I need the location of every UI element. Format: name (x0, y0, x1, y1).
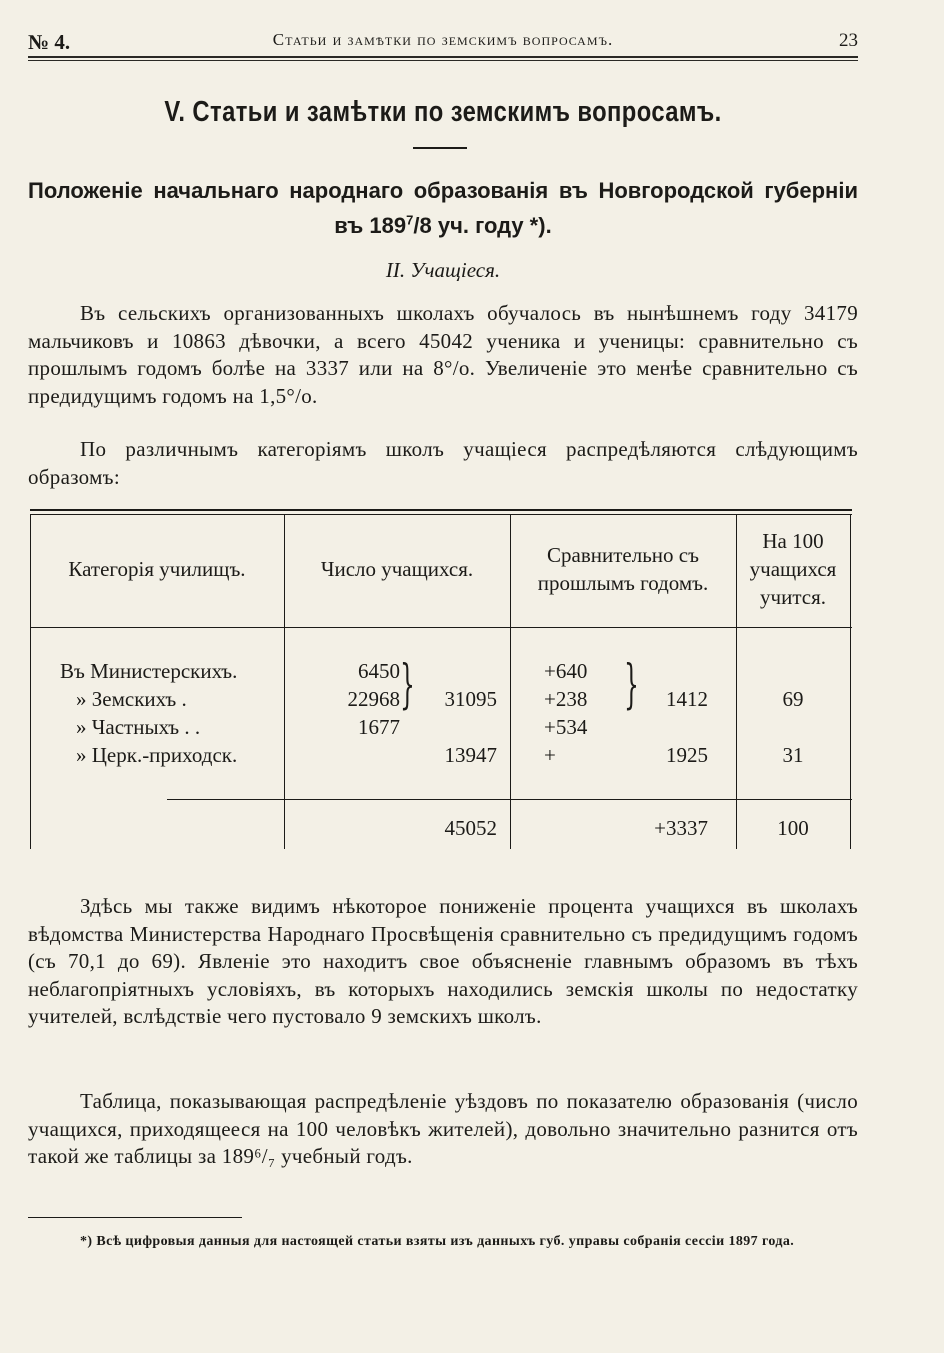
group-total: 31095 (444, 687, 497, 711)
subheading: II. Учащіеся. (385, 258, 501, 282)
header-per100-1: На 100 (762, 529, 824, 553)
paragraph-1: Въ сельскихъ организованныхъ школахъ обучалось въ нынѣшнемъ году 34179 мальчиковъ и 10863 дѣвочки, а всего 45042 ученика и ученицы: сравнительно съ прошлымъ годомъ болѣе на 3337 или на 8°/o. Увеличеніе это менѣе сравнительно съ предидущимъ годомъ на 1,5°/o. (28, 301, 858, 408)
header-compare-2: прошлымъ годомъ. (537, 571, 709, 595)
header-rule (28, 56, 858, 58)
paragraph-3: Здѣсь мы также видимъ нѣкоторое пониженіе процента учащихся въ школахъ вѣдомства Министерства Народнаго Просвѣщенія сравнительно съ предидущимъ годомъ (съ 70,1 до 69). Явленіе это находитъ свое объясненіе главнымъ образомъ въ тѣхъ неблагопріятныхъ условіяхъ, въ которыхъ находились земскія школы по недостатку учителей, вслѣдствіе чего пустовало 9 земскихъ школъ. (28, 894, 858, 1028)
row-diff: + (544, 743, 556, 767)
header-category: Категорія училищъ. (68, 557, 246, 581)
row-diff: +640 (544, 659, 588, 683)
header-per100-2: учащихся (749, 557, 837, 581)
running-title: Статьи и замѣтки по земскимъ вопросамъ. (272, 30, 614, 49)
row-count: 1677 (358, 715, 400, 739)
row-category: » Земскихъ . (76, 687, 187, 711)
row-count: 6450 (358, 659, 400, 683)
footnote: *) Всѣ цифровыя данныя для настоящей статьи взяты изъ данныхъ губ. управы собранія сессіи 1897 года. (80, 1234, 795, 1249)
group-per100: 69 (782, 687, 804, 711)
title-year-suffix: уч. году *). (431, 213, 552, 239)
running-header (28, 26, 858, 56)
article-title-line1: Положеніе начальнаго народнаго образованія въ Новгородской губерніи (28, 178, 858, 203)
page-number: 23 (839, 30, 858, 51)
group-diff-total: 1412 (666, 687, 708, 711)
diff-brace: } (624, 655, 639, 715)
table-header-rule (30, 627, 852, 628)
church-diff-total: 1925 (666, 743, 708, 767)
issue-number: № 4. (28, 30, 71, 54)
article-title (28, 176, 858, 241)
row-category: » Частныхъ . . (76, 715, 201, 739)
table-top-rule (30, 509, 852, 511)
grand-per100: 100 (777, 816, 809, 840)
paragraph-4: Таблица, показывающая распредѣленіе уѣздовъ по показателю образованія (число учащихся, приходящееся на 100 человѣкъ жителей), довольно значительно разнится отъ такой же таблицы за 189⁶/₇ учебный годъ. (28, 1089, 858, 1168)
count-brace: } (400, 655, 415, 715)
header-per100-3: учится. (760, 585, 826, 609)
students-table (30, 509, 852, 849)
church-total: 13947 (444, 743, 497, 767)
article-title-line2 (334, 213, 551, 238)
title-year-prefix: въ 189 (334, 213, 407, 239)
title-divider (413, 147, 467, 149)
row-diff: +238 (544, 687, 588, 711)
row-count: 22968 (347, 687, 400, 711)
header-compare-1: Сравнительно съ (547, 543, 699, 567)
page (28, 0, 858, 1353)
grand-total: 45052 (444, 816, 497, 840)
header-count: Число учащихся. (320, 557, 474, 581)
table-top-rule-thin (30, 514, 852, 515)
paragraph-2: По различнымъ категоріямъ школъ учащіеся распредѣляются слѣдующимъ образомъ: (28, 437, 858, 489)
table-sum-rule (167, 799, 852, 800)
header-rule-thin (28, 60, 858, 61)
section-title: V. Статьи и замѣтки по земскимъ вопросамъ. (164, 96, 722, 128)
row-category: » Церк.-приходск. (76, 743, 238, 767)
grand-diff: +3337 (654, 816, 708, 840)
row-category: Въ Министерскихъ. (60, 659, 238, 683)
row-diff: +534 (544, 715, 588, 739)
church-per100: 31 (782, 743, 804, 767)
title-year-sup: 7 (406, 213, 414, 228)
title-year-sub: /8 (413, 213, 432, 239)
footnote-rule (28, 1217, 242, 1218)
